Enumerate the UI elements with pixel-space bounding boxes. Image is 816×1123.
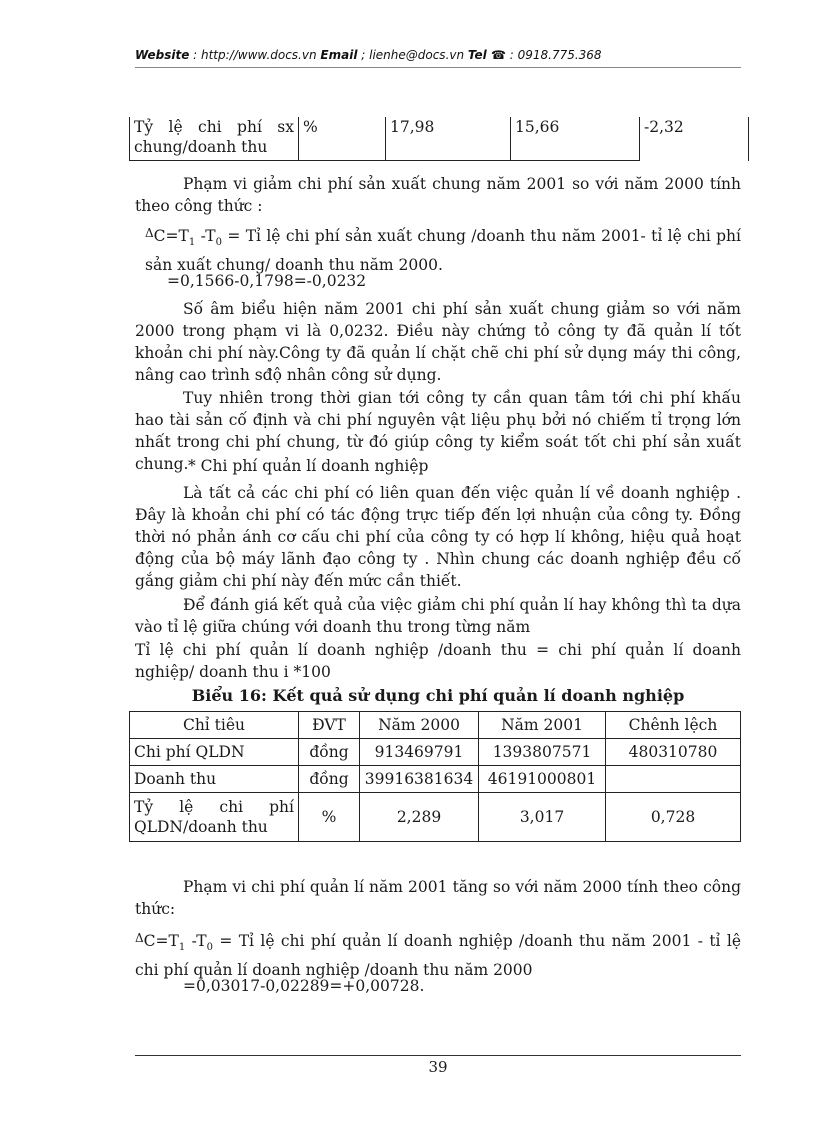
- table-cell: 480310780: [606, 739, 741, 766]
- table-row: [130, 793, 741, 842]
- website-value: : http://www.docs.vn: [189, 48, 321, 62]
- formula-text: -T: [195, 227, 216, 245]
- table-cell: [606, 766, 741, 793]
- top-table: [129, 117, 749, 161]
- table-row: [130, 739, 741, 766]
- table-cell: 2,289: [360, 793, 479, 842]
- table-row: [130, 117, 749, 161]
- paragraph: Phạm vi giảm chi phí sản xuất chung năm 2001 so với năm 2000 tính theo công thức :: [135, 175, 741, 215]
- formula-sub: 0: [206, 942, 213, 954]
- formula-text: -T: [185, 932, 207, 950]
- paragraph: Tỉ lệ chi phí quản lí doanh nghiệp /doanh thu = chi phí quản lí doanh nghiệp/ doanh thu i *100: [135, 641, 741, 681]
- paragraph: Tuy nhiên trong thời gian tới công ty cần quan tâm tới chi phí khấu hao tài sản cố định và chi phí nguyên vật liệu phụ bởi nó chiếm tỉ trọng lớn nhất trong chi phí chung, từ đó giúp công ty kiểm soát tốt chi phí sản xuất chung.: [135, 389, 741, 473]
- table-cell: 46191000801: [479, 766, 606, 793]
- table-cell: đồng: [299, 739, 360, 766]
- email-label: Email: [320, 48, 358, 62]
- page-header: [135, 48, 741, 62]
- page-number: 39: [428, 1058, 448, 1076]
- table-cell: Doanh thu: [130, 766, 299, 793]
- table-cell: Tỷ lệ chi phí sx chung/doanh thu: [130, 117, 299, 161]
- formula-sub: 1: [188, 237, 196, 249]
- table-cell: 0,728: [606, 793, 741, 842]
- header-divider: [135, 67, 741, 68]
- tel-value: : 0918.775.368: [505, 48, 602, 62]
- formula-text: C=T: [153, 227, 189, 245]
- header-cell: Năm 2001: [479, 712, 606, 739]
- table-cell: -2,32: [640, 117, 749, 161]
- table-header-row: [130, 712, 741, 739]
- cost-table: [129, 711, 741, 842]
- section-heading: * Chi phí quản lí doanh nghiệp: [188, 457, 429, 475]
- formula-2-calc: =0,03017-0,02289=+0,00728.: [183, 977, 425, 995]
- table-cell: đồng: [299, 766, 360, 793]
- paragraph: Phạm vi chi phí quản lí năm 2001 tăng so với năm 2000 tính theo công thức:: [135, 878, 741, 918]
- delta-symbol: Δ: [135, 931, 144, 945]
- email-value: ; lienhe@docs.vn: [357, 48, 468, 62]
- paragraph: Số âm biểu hiện năm 2001 chi phí sản xuất chung giảm so với năm 2000 trong phạm vi là 0,0232. Điều này chứng tỏ công ty đã quản lí tốt khoản chi phí này.Công ty đã quản lí chặt chẽ chi phí sử dụng máy thi công, nâng cao trình sđộ nhân công sử dụng.: [135, 300, 741, 384]
- delta-symbol: Δ: [145, 226, 154, 240]
- table-cell: Chi phí QLDN: [130, 739, 299, 766]
- header-cell: ĐVT: [299, 712, 360, 739]
- header-cell: Chỉ tiêu: [130, 712, 299, 739]
- formula-sub: 1: [178, 942, 186, 954]
- formula-sub: 0: [215, 237, 222, 249]
- website-label: Website: [135, 48, 190, 62]
- footer-divider: [135, 1055, 741, 1056]
- table-cell: 15,66: [511, 117, 640, 161]
- table-cell: %: [299, 117, 386, 161]
- header-cell: Chênh lệch: [606, 712, 741, 739]
- table-caption: Biểu 16: Kết quả sử dụng chi phí quản lí doanh nghiệp: [191, 686, 685, 705]
- formula-2: [135, 927, 741, 981]
- paragraph: Là tất cả các chi phí có liên quan đến việc quản lí về doanh nghiệp . Đây là khoản chi phí có tác động trực tiếp đến lợi nhuận của công ty. Đồng thời nó phản ánh cơ cấu chi phí của công ty có hợp lí không, hiệu quả hoạt động của bộ máy lãnh đạo công ty . Nhìn chung các doanh nghiệp đều cố gắng giảm chi phí này đến mức cần thiết.: [135, 484, 741, 590]
- table-cell: 39916381634: [360, 766, 479, 793]
- formula-text: = Tỉ lệ chi phí sản xuất chung /doanh thu năm 2001- tỉ lệ chi phí sản xuất chung/ doanh thu năm 2000.: [145, 227, 741, 275]
- formula-1-calc: =0,1566-0,1798=-0,0232: [167, 272, 367, 290]
- formula-text: C=T: [143, 932, 179, 950]
- table-cell: %: [299, 793, 360, 842]
- table-cell: 17,98: [386, 117, 511, 161]
- paragraph: Để đánh giá kết quả của việc giảm chi phí quản lí hay không thì ta dựa vào tỉ lệ giữa chúng với doanh thu trong từng năm: [135, 596, 741, 636]
- table-cell: 913469791: [360, 739, 479, 766]
- header-cell: Năm 2000: [360, 712, 479, 739]
- formula-text: = Tỉ lệ chi phí quản lí doanh nghiệp /doanh thu năm 2001 - tỉ lệ chi phí quản lí doanh nghiệp /doanh thu năm 2000: [135, 932, 741, 980]
- table-cell: 3,017: [479, 793, 606, 842]
- formula-1: [145, 222, 741, 276]
- table-row: [130, 766, 741, 793]
- tel-label: Tel ☎: [467, 48, 506, 62]
- table-cell: Tỷ lệ chi phí QLDN/doanh thu: [130, 793, 299, 842]
- table-cell: 1393807571: [479, 739, 606, 766]
